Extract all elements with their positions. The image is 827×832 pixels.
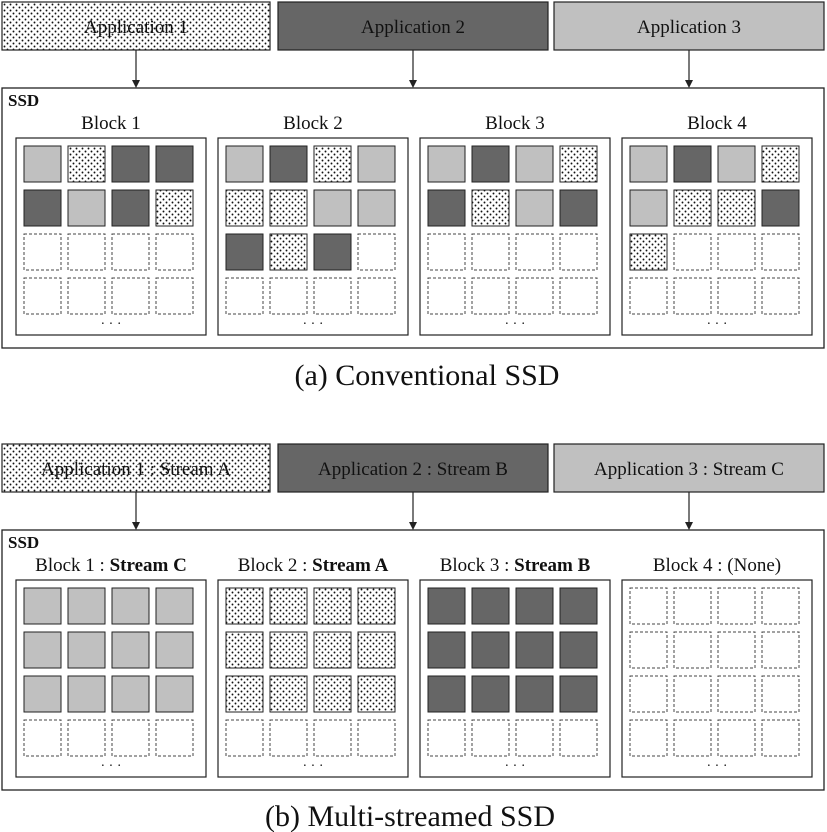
page-cell-dotted bbox=[270, 588, 307, 624]
page-cell-dark bbox=[112, 146, 149, 182]
ellipsis: · · · bbox=[100, 759, 122, 774]
page-cell-light bbox=[358, 146, 395, 182]
page-cell-light bbox=[68, 588, 105, 624]
page-cell-empty bbox=[516, 234, 553, 270]
page-cell-empty bbox=[112, 278, 149, 314]
page-cell-dark bbox=[516, 588, 553, 624]
ssd-label: SSD bbox=[8, 533, 40, 552]
page-cell-empty bbox=[156, 720, 193, 756]
page-cell-empty bbox=[630, 632, 667, 668]
page-cell-dotted bbox=[314, 676, 351, 712]
page-cell-dotted bbox=[270, 234, 307, 270]
ellipsis: · · · bbox=[100, 317, 122, 332]
page-cell-dark bbox=[270, 146, 307, 182]
page-cell-dark bbox=[112, 190, 149, 226]
page-cell-empty bbox=[630, 676, 667, 712]
page-cell-dotted bbox=[156, 190, 193, 226]
application-label-3: Application 3 : Stream C bbox=[594, 459, 784, 480]
page-cell-empty bbox=[270, 278, 307, 314]
ellipsis: · · · bbox=[504, 759, 526, 774]
page-cell-light bbox=[156, 632, 193, 668]
application-label-2: Application 2 : Stream B bbox=[318, 459, 508, 480]
block-name-2: Block 2 : bbox=[237, 555, 313, 576]
page-cell-empty bbox=[358, 278, 395, 314]
page-cell-dotted bbox=[472, 190, 509, 226]
page-cell-light bbox=[358, 190, 395, 226]
block-title-4 bbox=[687, 113, 747, 134]
page-cell-dotted bbox=[762, 146, 799, 182]
page-cell-dark bbox=[472, 632, 509, 668]
page-cell-dark bbox=[560, 190, 597, 226]
caption-a: (a) Conventional SSD bbox=[294, 359, 560, 392]
application-label-1: Application 1 : Stream A bbox=[41, 459, 231, 480]
block-name-1: Block 1 bbox=[81, 113, 141, 134]
page-cell-light bbox=[630, 190, 667, 226]
page-cell-light bbox=[630, 146, 667, 182]
page-cell-empty bbox=[762, 676, 799, 712]
arrowhead-1 bbox=[132, 80, 140, 88]
page-cell-light bbox=[226, 146, 263, 182]
page-cell-empty bbox=[68, 234, 105, 270]
application-label-2: Application 2 bbox=[361, 17, 465, 38]
page-cell-empty bbox=[472, 278, 509, 314]
page-cell-light bbox=[24, 632, 61, 668]
page-cell-empty bbox=[718, 720, 755, 756]
page-cell-empty bbox=[156, 278, 193, 314]
page-cell-dotted bbox=[358, 588, 395, 624]
page-cell-dotted bbox=[718, 190, 755, 226]
page-cell-empty bbox=[560, 278, 597, 314]
page-cell-empty bbox=[630, 588, 667, 624]
block-stream-1: Stream C bbox=[109, 555, 187, 576]
page-cell-dark bbox=[314, 234, 351, 270]
page-cell-empty bbox=[472, 720, 509, 756]
page-cell-empty bbox=[674, 588, 711, 624]
page-cell-dotted bbox=[314, 632, 351, 668]
page-cell-dotted bbox=[270, 632, 307, 668]
page-cell-empty bbox=[560, 720, 597, 756]
page-cell-empty bbox=[314, 278, 351, 314]
ellipsis: · · · bbox=[706, 759, 728, 774]
application-label-1: Application 1 bbox=[84, 17, 188, 38]
page-cell-dotted bbox=[560, 146, 597, 182]
block-stream-3: Stream B bbox=[514, 555, 591, 576]
page-cell-dark bbox=[24, 190, 61, 226]
page-cell-empty bbox=[674, 278, 711, 314]
page-cell-light bbox=[156, 676, 193, 712]
block-stream-2: Stream A bbox=[312, 555, 389, 576]
page-cell-empty bbox=[674, 632, 711, 668]
page-cell-light bbox=[112, 676, 149, 712]
block-name-2: Block 2 bbox=[283, 113, 343, 134]
page-cell-empty bbox=[718, 588, 755, 624]
page-cell-empty bbox=[112, 720, 149, 756]
block-title-3 bbox=[440, 555, 591, 576]
page-cell-empty bbox=[762, 588, 799, 624]
page-cell-empty bbox=[226, 278, 263, 314]
page-cell-empty bbox=[428, 720, 465, 756]
page-cell-dark bbox=[516, 676, 553, 712]
page-cell-light bbox=[24, 588, 61, 624]
page-cell-dark bbox=[428, 676, 465, 712]
block-title-4 bbox=[653, 555, 781, 576]
block-name-4: Block 4 : (None) bbox=[652, 555, 782, 576]
ellipsis: · · · bbox=[706, 317, 728, 332]
page-cell-light bbox=[24, 146, 61, 182]
page-cell-dotted bbox=[68, 146, 105, 182]
ellipsis: · · · bbox=[504, 317, 526, 332]
page-cell-empty bbox=[762, 234, 799, 270]
block-title-3 bbox=[485, 113, 545, 134]
page-cell-light bbox=[516, 146, 553, 182]
arrowhead-2 bbox=[409, 80, 417, 88]
page-cell-dotted bbox=[674, 190, 711, 226]
page-cell-empty bbox=[156, 234, 193, 270]
page-cell-empty bbox=[68, 278, 105, 314]
page-cell-light bbox=[314, 190, 351, 226]
page-cell-empty bbox=[68, 720, 105, 756]
page-cell-dark bbox=[516, 632, 553, 668]
page-cell-dark bbox=[428, 588, 465, 624]
block-name-3: Block 3 : bbox=[439, 555, 515, 576]
page-cell-dark bbox=[156, 146, 193, 182]
page-cell-empty bbox=[674, 676, 711, 712]
page-cell-dotted bbox=[314, 146, 351, 182]
page-cell-dotted bbox=[358, 676, 395, 712]
arrowhead-1 bbox=[132, 522, 140, 530]
page-cell-dark bbox=[472, 146, 509, 182]
page-cell-empty bbox=[358, 234, 395, 270]
page-cell-dark bbox=[762, 190, 799, 226]
page-cell-light bbox=[718, 146, 755, 182]
page-cell-light bbox=[156, 588, 193, 624]
ellipsis: · · · bbox=[302, 759, 324, 774]
page-cell-empty bbox=[472, 234, 509, 270]
application-label-3: Application 3 bbox=[637, 17, 741, 38]
page-cell-empty bbox=[718, 632, 755, 668]
page-cell-dark bbox=[560, 588, 597, 624]
page-cell-empty bbox=[358, 720, 395, 756]
page-cell-dotted bbox=[358, 632, 395, 668]
page-cell-light bbox=[428, 146, 465, 182]
page-cell-light bbox=[68, 676, 105, 712]
ellipsis: · · · bbox=[302, 317, 324, 332]
page-cell-empty bbox=[674, 234, 711, 270]
page-cell-dark bbox=[428, 632, 465, 668]
block-name-4: Block 4 bbox=[687, 113, 747, 134]
page-cell-empty bbox=[270, 720, 307, 756]
page-cell-dark bbox=[472, 676, 509, 712]
page-cell-dotted bbox=[226, 632, 263, 668]
page-cell-empty bbox=[24, 720, 61, 756]
page-cell-empty bbox=[718, 676, 755, 712]
page-cell-empty bbox=[674, 720, 711, 756]
page-cell-empty bbox=[314, 720, 351, 756]
block-title-1 bbox=[81, 113, 141, 134]
page-cell-light bbox=[112, 588, 149, 624]
page-cell-empty bbox=[560, 234, 597, 270]
page-cell-empty bbox=[226, 720, 263, 756]
page-cell-light bbox=[24, 676, 61, 712]
page-cell-light bbox=[68, 190, 105, 226]
page-cell-empty bbox=[428, 234, 465, 270]
caption-b: (b) Multi-streamed SSD bbox=[265, 800, 555, 832]
page-cell-empty bbox=[718, 278, 755, 314]
page-cell-dark bbox=[560, 632, 597, 668]
page-cell-empty bbox=[762, 278, 799, 314]
page-cell-empty bbox=[762, 632, 799, 668]
page-cell-empty bbox=[112, 234, 149, 270]
page-cell-empty bbox=[24, 278, 61, 314]
page-cell-dotted bbox=[314, 588, 351, 624]
page-cell-dark bbox=[226, 234, 263, 270]
page-cell-dark bbox=[674, 146, 711, 182]
page-cell-empty bbox=[630, 278, 667, 314]
arrowhead-3 bbox=[685, 522, 693, 530]
page-cell-empty bbox=[24, 234, 61, 270]
page-cell-empty bbox=[516, 278, 553, 314]
block-name-3: Block 3 bbox=[485, 113, 545, 134]
ssd-label: SSD bbox=[8, 91, 40, 110]
page-cell-dotted bbox=[270, 676, 307, 712]
page-cell-light bbox=[68, 632, 105, 668]
page-cell-dark bbox=[560, 676, 597, 712]
page-cell-dotted bbox=[226, 676, 263, 712]
page-cell-empty bbox=[428, 278, 465, 314]
page-cell-dotted bbox=[226, 190, 263, 226]
block-title-2 bbox=[238, 555, 389, 576]
page-cell-dark bbox=[428, 190, 465, 226]
page-cell-light bbox=[112, 632, 149, 668]
page-cell-dotted bbox=[630, 234, 667, 270]
page-cell-empty bbox=[516, 720, 553, 756]
block-title-1 bbox=[35, 555, 187, 576]
page-cell-empty bbox=[762, 720, 799, 756]
block-title-2 bbox=[283, 113, 343, 134]
page-cell-light bbox=[516, 190, 553, 226]
page-cell-empty bbox=[718, 234, 755, 270]
arrowhead-2 bbox=[409, 522, 417, 530]
page-cell-empty bbox=[630, 720, 667, 756]
arrowhead-3 bbox=[685, 80, 693, 88]
page-cell-dotted bbox=[226, 588, 263, 624]
page-cell-dark bbox=[472, 588, 509, 624]
block-name-1: Block 1 : bbox=[35, 555, 110, 576]
page-cell-dotted bbox=[270, 190, 307, 226]
